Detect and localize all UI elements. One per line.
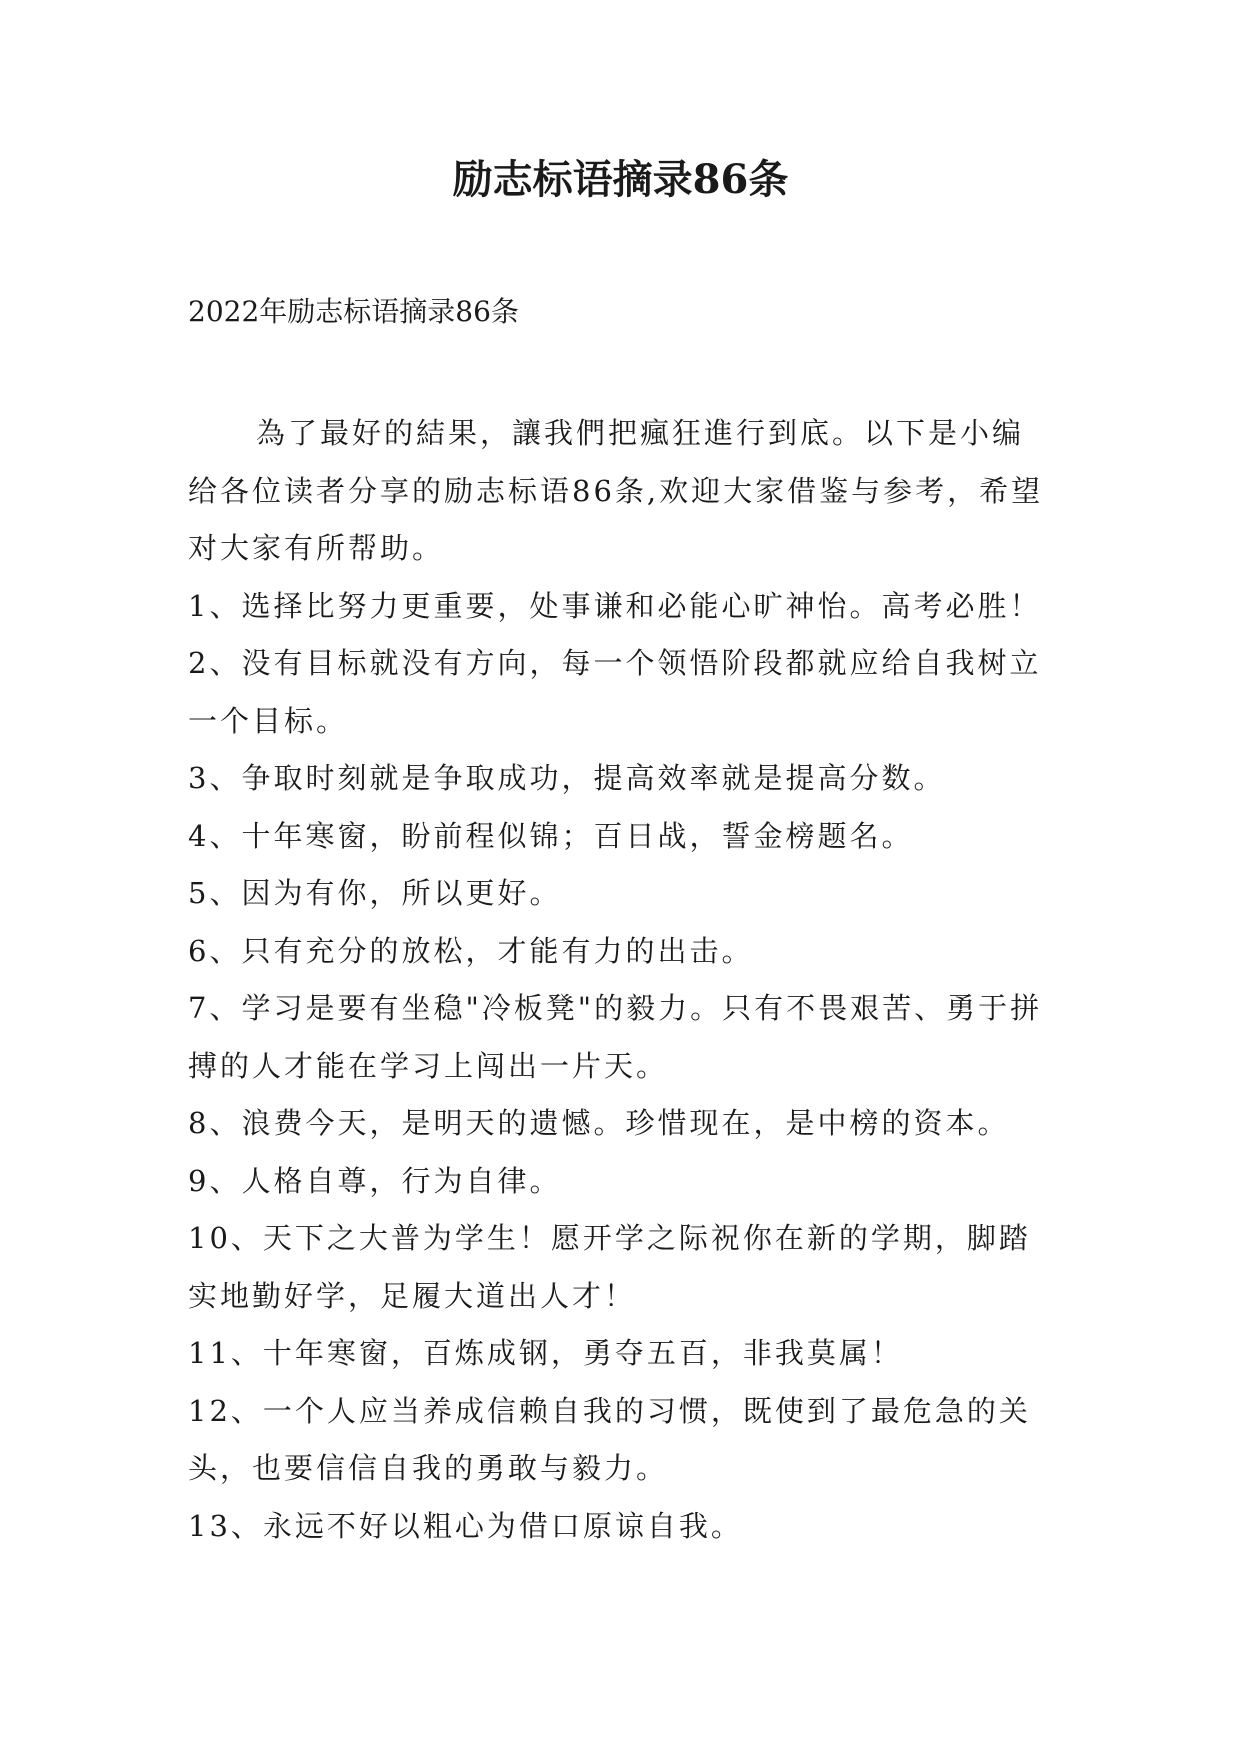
list-item: 10、天下之大普为学生！愿开学之际祝你在新的学期，脚踏实地勤好学，足履大道出人才！ bbox=[188, 1221, 1031, 1313]
list-item: 8、浪费今天，是明天的遗憾。珍惜现在，是中榜的资本。 bbox=[188, 1106, 1010, 1140]
list-item: 11、十年寒窗，百炼成钢，勇夺五百，非我莫属！ bbox=[188, 1336, 903, 1370]
list-item: 2、没有目标就没有方向，每一个领悟阶段都就应给自我树立一个目标。 bbox=[188, 646, 1042, 738]
list-item: 6、只有充分的放松，才能有力的出击。 bbox=[188, 933, 754, 968]
list-item: 4、十年寒窗，盼前程似锦；百日战，誓金榜题名。 bbox=[188, 818, 914, 853]
document-subtitle: 2022年励志标语摘录86条 bbox=[188, 295, 519, 328]
document-body bbox=[188, 405, 1054, 1555]
list-item: 9、人格自尊，行为自律。 bbox=[188, 1163, 562, 1198]
intro-paragraph: 為了最好的結果，讓我們把瘋狂進行到底。以下是小编给各位读者分享的励志标语86条,欢迎大家借鉴与参考，希望对大家有所帮助。 bbox=[188, 416, 1044, 565]
list-item: 1、选择比努力更重要，处事谦和必能心旷神怡。高考必胜！ bbox=[188, 588, 1042, 623]
list-item: 3、争取时刻就是争取成功，提高效率就是提高分数。 bbox=[188, 761, 946, 795]
list-item: 7、学习是要有坐稳"冷板凳"的毅力。只有不畏艰苦、勇于拼搏的人才能在学习上闯出一片天。 bbox=[188, 991, 1043, 1083]
list-item: 5、因为有你，所以更好。 bbox=[188, 876, 562, 910]
document-title: 励志标语摘录86条 bbox=[452, 156, 789, 203]
list-item: 12、一个人应当养成信赖自我的习惯，既使到了最危急的关头，也要信信自我的勇敢与毅力。 bbox=[188, 1393, 1031, 1485]
list-item: 13、永远不好以粗心为借口原谅自我。 bbox=[188, 1508, 743, 1543]
